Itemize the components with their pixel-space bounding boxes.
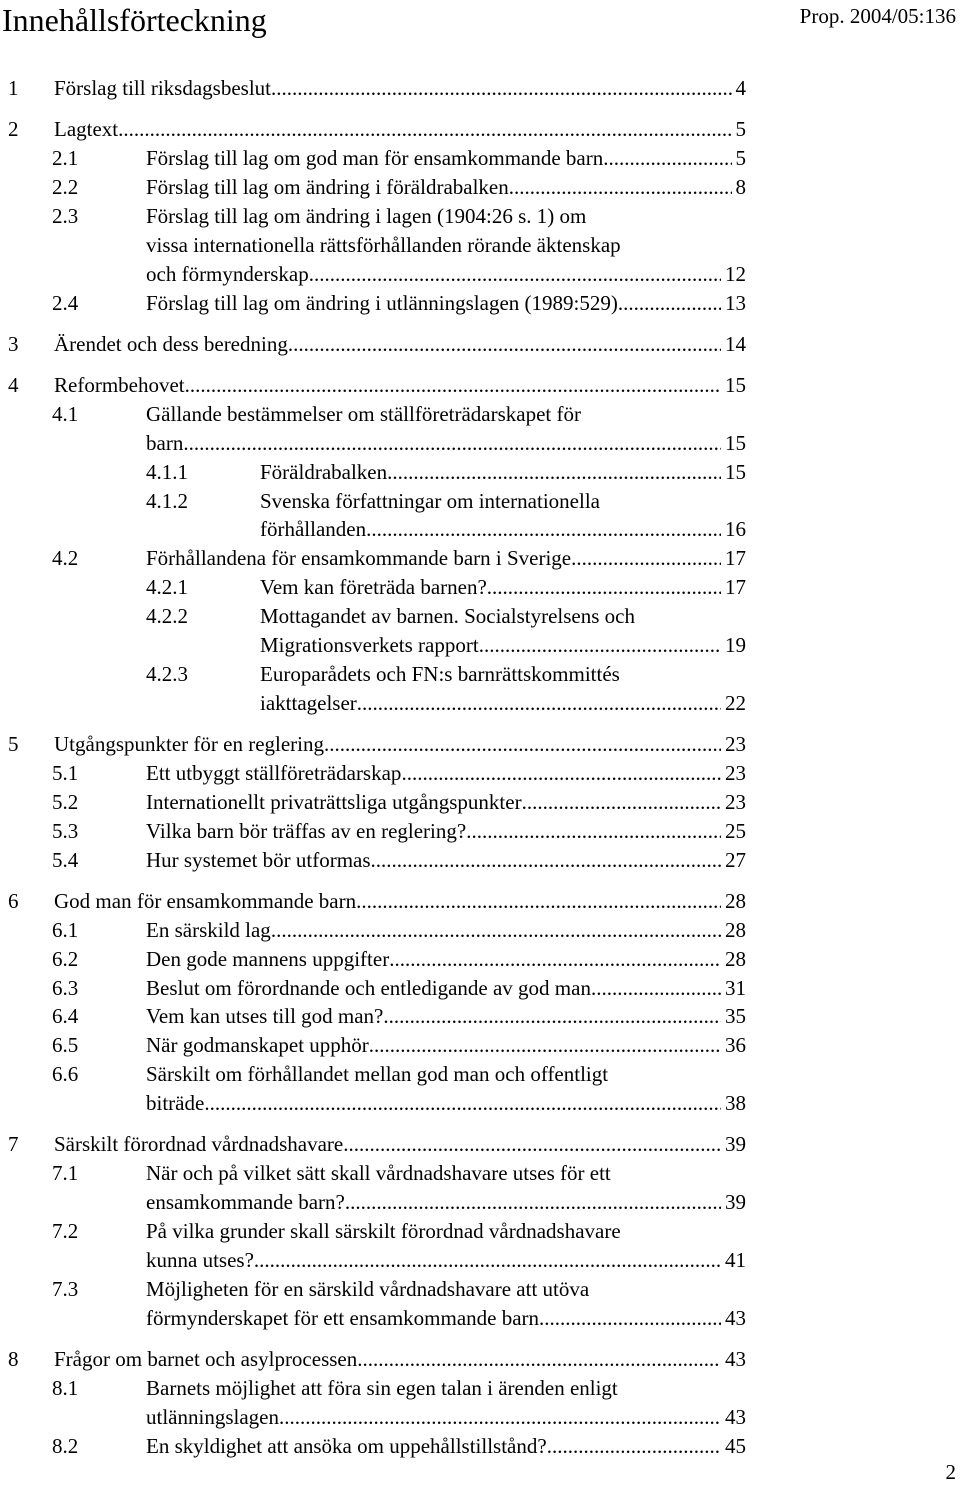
toc-entry-title: Lagtext	[54, 117, 119, 141]
toc-line	[8, 1130, 746, 1158]
toc-entry-title: iakttagelser	[260, 691, 357, 715]
toc-line	[52, 544, 746, 572]
toc-entry-number: 6.1	[52, 918, 79, 942]
toc-entry-number: 7.2	[52, 1219, 79, 1243]
toc-page-number: 14	[725, 332, 746, 356]
dot-leader	[185, 371, 721, 399]
toc-entry-number: 4.2.1	[146, 575, 188, 599]
toc-line	[52, 759, 746, 787]
toc-entry-title: Förslag till lag om god man för ensamkommande barn	[146, 146, 604, 170]
toc-entry-title: kunna utses?	[146, 1248, 254, 1272]
toc-line	[146, 429, 746, 457]
toc-page-number: 17	[725, 546, 746, 570]
dot-leader	[387, 458, 721, 486]
dot-leader	[324, 730, 721, 758]
dot-leader	[204, 1089, 721, 1117]
toc-line	[8, 887, 746, 915]
toc-entry-title: förhållanden	[260, 517, 367, 541]
toc-entry-number: 4.2.3	[146, 662, 188, 686]
toc-line	[52, 1002, 746, 1030]
dot-leader	[383, 1002, 721, 1030]
toc-entry-title: förmynderskapet för ett ensamkommande barn	[146, 1306, 540, 1330]
dot-leader	[539, 1304, 721, 1332]
toc-page-number: 12	[725, 262, 746, 286]
toc-entry-number: 4.2	[52, 546, 79, 570]
toc-entry-title: Mottagandet av barnen. Socialstyrelsens och	[260, 604, 635, 628]
toc-page-number: 43	[725, 1405, 746, 1429]
toc-entry-title: utlänningslagen	[146, 1405, 279, 1429]
toc-page-number: 31	[725, 976, 746, 1000]
toc-entry-number: 2.1	[52, 146, 79, 170]
toc-line	[52, 1432, 746, 1460]
toc-entry-title: Ett utbyggt ställföreträdarskap	[146, 761, 402, 785]
dot-leader	[288, 330, 721, 358]
toc-line	[260, 631, 746, 659]
toc-line	[8, 371, 746, 399]
dot-leader	[487, 573, 721, 601]
toc-line	[8, 1345, 746, 1373]
toc-entry-number: 7.1	[52, 1161, 79, 1185]
toc-page-number: 45	[725, 1434, 746, 1458]
toc-line	[52, 1060, 746, 1088]
dot-leader	[357, 1345, 721, 1373]
toc-entry-title: Förslag till lag om ändring i lagen (1904:26 s. 1) om	[146, 204, 587, 228]
toc-entry-title: och förmynderskap	[146, 262, 309, 286]
toc-page-number: 16	[725, 517, 746, 541]
page-number: 2	[945, 1460, 956, 1484]
toc-entry-number: 5.1	[52, 761, 79, 785]
toc-page-number: 35	[725, 1004, 746, 1028]
dot-leader	[591, 974, 721, 1002]
toc-line	[146, 1246, 746, 1274]
dot-leader	[118, 115, 731, 143]
toc-entry-number: 4.1.1	[146, 460, 188, 484]
toc-entry-number: 7.3	[52, 1277, 79, 1301]
toc-entry-number: 6.3	[52, 976, 79, 1000]
toc-entry-number: 5.3	[52, 819, 79, 843]
toc-page-number: 15	[725, 431, 746, 455]
toc-line	[146, 260, 746, 288]
toc-page-number: 15	[725, 460, 746, 484]
toc-entry-title: Europarådets och FN:s barnrättskommittés	[260, 662, 620, 686]
dot-leader	[309, 260, 721, 288]
dot-leader	[371, 846, 721, 874]
toc-entry-title: När godmanskapet upphör	[146, 1033, 369, 1057]
toc-entry-title: Förslag till lag om ändring i utlänningslagen (1989:529).	[146, 291, 624, 315]
toc-line	[52, 945, 746, 973]
dot-leader	[369, 1031, 721, 1059]
toc-page-number: 41	[725, 1248, 746, 1272]
toc-entry-number: 7	[8, 1132, 19, 1156]
toc-line	[8, 730, 746, 758]
toc-page-number: 23	[725, 761, 746, 785]
toc-entry-title: Vem kan utses till god man?	[146, 1004, 384, 1028]
dot-leader	[623, 289, 721, 317]
dot-leader	[571, 544, 721, 572]
toc-entry-number: 8.1	[52, 1376, 79, 1400]
dot-leader	[271, 74, 732, 102]
toc-line	[52, 1217, 746, 1245]
toc-entry-number: 6.2	[52, 947, 79, 971]
toc-line	[52, 1031, 746, 1059]
toc-entry-title: Beslut om förordnande och entledigande av god man	[146, 976, 591, 1000]
toc-entry-number: 5	[8, 732, 19, 756]
toc-entry-title: Särskilt förordnad vårdnadshavare	[54, 1132, 344, 1156]
toc-page-number: 25	[725, 819, 746, 843]
toc-line	[146, 1403, 746, 1431]
toc-line	[146, 487, 746, 515]
toc-page-number: 8	[735, 175, 746, 199]
toc-page-number: 28	[725, 918, 746, 942]
toc-entry-number: 4.2.2	[146, 604, 188, 628]
toc-page-number: 22	[725, 691, 746, 715]
toc-line	[52, 846, 746, 874]
toc-page-number: 38	[725, 1091, 746, 1115]
toc-entry-title: Vilka barn bör träffas av en reglering?	[146, 819, 467, 843]
toc-line	[52, 400, 746, 428]
toc-entry-title: Förslag till lag om ändring i föräldrabalken	[146, 175, 509, 199]
toc-line	[260, 689, 746, 717]
toc-entry-title: Hur systemet bör utformas	[146, 848, 371, 872]
toc-entry-title: Förhållandena för ensamkommande barn i Sverige	[146, 546, 572, 570]
toc-entry-title: barn	[146, 431, 184, 455]
toc-line	[52, 1275, 746, 1303]
dot-leader	[479, 631, 721, 659]
toc-entry-title: På vilka grunder skall särskilt förordnad vårdnadshavare	[146, 1219, 621, 1243]
toc-entry-number: 3	[8, 332, 19, 356]
toc-line	[146, 660, 746, 688]
toc-entry-title: En särskild lag	[146, 918, 271, 942]
toc-entry-title: Föräldrabalken	[260, 460, 388, 484]
dot-leader	[522, 788, 721, 816]
toc-page-number: 39	[725, 1190, 746, 1214]
dot-leader	[509, 173, 732, 201]
toc-entry-title: Barnets möjlighet att föra sin egen talan i ärenden enligt	[146, 1376, 618, 1400]
toc-entry-title: Migrationsverkets rapport	[260, 633, 479, 657]
toc-entry-title: Svenska författningar om internationella	[260, 489, 600, 513]
toc-page-number: 5	[735, 117, 746, 141]
dot-leader	[271, 916, 721, 944]
toc-entry-title: biträde	[146, 1091, 205, 1115]
toc-entry-title: Förslag till riksdagsbeslut	[54, 76, 271, 100]
toc-entry-number: 1	[8, 76, 19, 100]
toc-line	[146, 1089, 746, 1117]
toc-page-number: 39	[725, 1132, 746, 1156]
toc-page-number: 23	[725, 790, 746, 814]
dot-leader	[279, 1403, 721, 1431]
toc-entry-number: 2.2	[52, 175, 79, 199]
toc-entry-title: Internationellt privaträttsliga utgångspunkter	[146, 790, 522, 814]
toc-entry-number: 6.6	[52, 1062, 79, 1086]
toc-entry-number: 6.4	[52, 1004, 79, 1028]
toc-line	[52, 1159, 746, 1187]
toc-page-number: 5	[735, 146, 746, 170]
toc-entry-number: 4	[8, 373, 19, 397]
dot-leader	[389, 945, 721, 973]
toc-entry-title: God man för ensamkommande barn	[54, 889, 357, 913]
dot-leader	[343, 1130, 721, 1158]
toc-entry-title: ensamkommande barn?	[146, 1190, 345, 1214]
toc-line	[8, 330, 746, 358]
toc-line	[146, 602, 746, 630]
toc-line	[260, 515, 746, 543]
toc-page-number: 17	[725, 575, 746, 599]
dot-leader	[254, 1246, 721, 1274]
toc-page-number: 13	[725, 291, 746, 315]
dot-leader	[356, 887, 721, 915]
toc-line	[52, 916, 746, 944]
toc-entry-title: Frågor om barnet och asylprocessen	[54, 1347, 358, 1371]
toc-page-number: 23	[725, 732, 746, 756]
dot-leader	[357, 689, 721, 717]
toc-entry-number: 6.5	[52, 1033, 79, 1057]
toc-line	[52, 974, 746, 1002]
toc-entry-number: 5.2	[52, 790, 79, 814]
toc-page-number: 27	[725, 848, 746, 872]
toc-line	[146, 1304, 746, 1332]
dot-leader	[345, 1188, 721, 1216]
toc-entry-title: Reformbehovet	[54, 373, 185, 397]
toc-entry-title: vissa internationella rättsförhållanden rörande äktenskap	[146, 233, 621, 257]
toc-entry-title: Särskilt om förhållandet mellan god man och offentligt	[146, 1062, 609, 1086]
toc-line	[146, 231, 746, 259]
toc-page-number: 36	[725, 1033, 746, 1057]
toc-entry-number: 4.1	[52, 402, 79, 426]
toc-entry-title: Möjligheten för en särskild vårdnadshavare att utöva	[146, 1277, 590, 1301]
toc-page-number: 28	[725, 947, 746, 971]
toc-line	[52, 1374, 746, 1402]
toc-entry-number: 8	[8, 1347, 19, 1371]
toc-page-number: 19	[725, 633, 746, 657]
toc-line	[146, 458, 746, 486]
toc-entry-number: 4.1.2	[146, 489, 188, 513]
toc-entry-number: 6	[8, 889, 19, 913]
dot-leader	[466, 817, 721, 845]
toc-line	[8, 115, 746, 143]
toc-line	[52, 817, 746, 845]
toc-entry-number: 2.4	[52, 291, 79, 315]
toc-page-number: 43	[725, 1306, 746, 1330]
toc-entry-number: 2	[8, 117, 19, 141]
dot-leader	[547, 1432, 721, 1460]
toc-entry-title: Vem kan företräda barnen?	[260, 575, 487, 599]
toc-entry-title: Utgångspunkter för en reglering	[54, 732, 324, 756]
toc-page-number: 15	[725, 373, 746, 397]
toc-line	[52, 202, 746, 230]
toc-entry-title: När och på vilket sätt skall vårdnadshavare utses för ett	[146, 1161, 611, 1185]
proposition-number: Prop. 2004/05:136	[799, 4, 956, 28]
toc-line	[52, 289, 746, 317]
dot-leader	[366, 515, 721, 543]
toc-page-number: 4	[735, 76, 746, 100]
toc-line	[52, 144, 746, 172]
dot-leader	[401, 759, 721, 787]
dot-leader	[183, 429, 721, 457]
dot-leader	[603, 144, 731, 172]
toc-page-number: 43	[725, 1347, 746, 1371]
toc-page-number: 28	[725, 889, 746, 913]
toc-entry-number: 8.2	[52, 1434, 79, 1458]
toc-entry-title: Gällande bestämmelser om ställföreträdarskapet för	[146, 402, 581, 426]
toc-entry-number: 2.3	[52, 204, 79, 228]
toc-entry-title: En skyldighet att ansöka om uppehållstillstånd?	[146, 1434, 547, 1458]
toc-entry-title: Den gode mannens uppgifter	[146, 947, 390, 971]
toc-line	[146, 1188, 746, 1216]
toc-entry-number: 5.4	[52, 848, 79, 872]
toc-line	[146, 573, 746, 601]
toc-entry-title: Ärendet och dess beredning	[54, 332, 288, 356]
toc-line	[52, 788, 746, 816]
toc-line	[52, 173, 746, 201]
page-title: Innehållsförteckning	[2, 2, 267, 38]
toc-line	[8, 74, 746, 102]
